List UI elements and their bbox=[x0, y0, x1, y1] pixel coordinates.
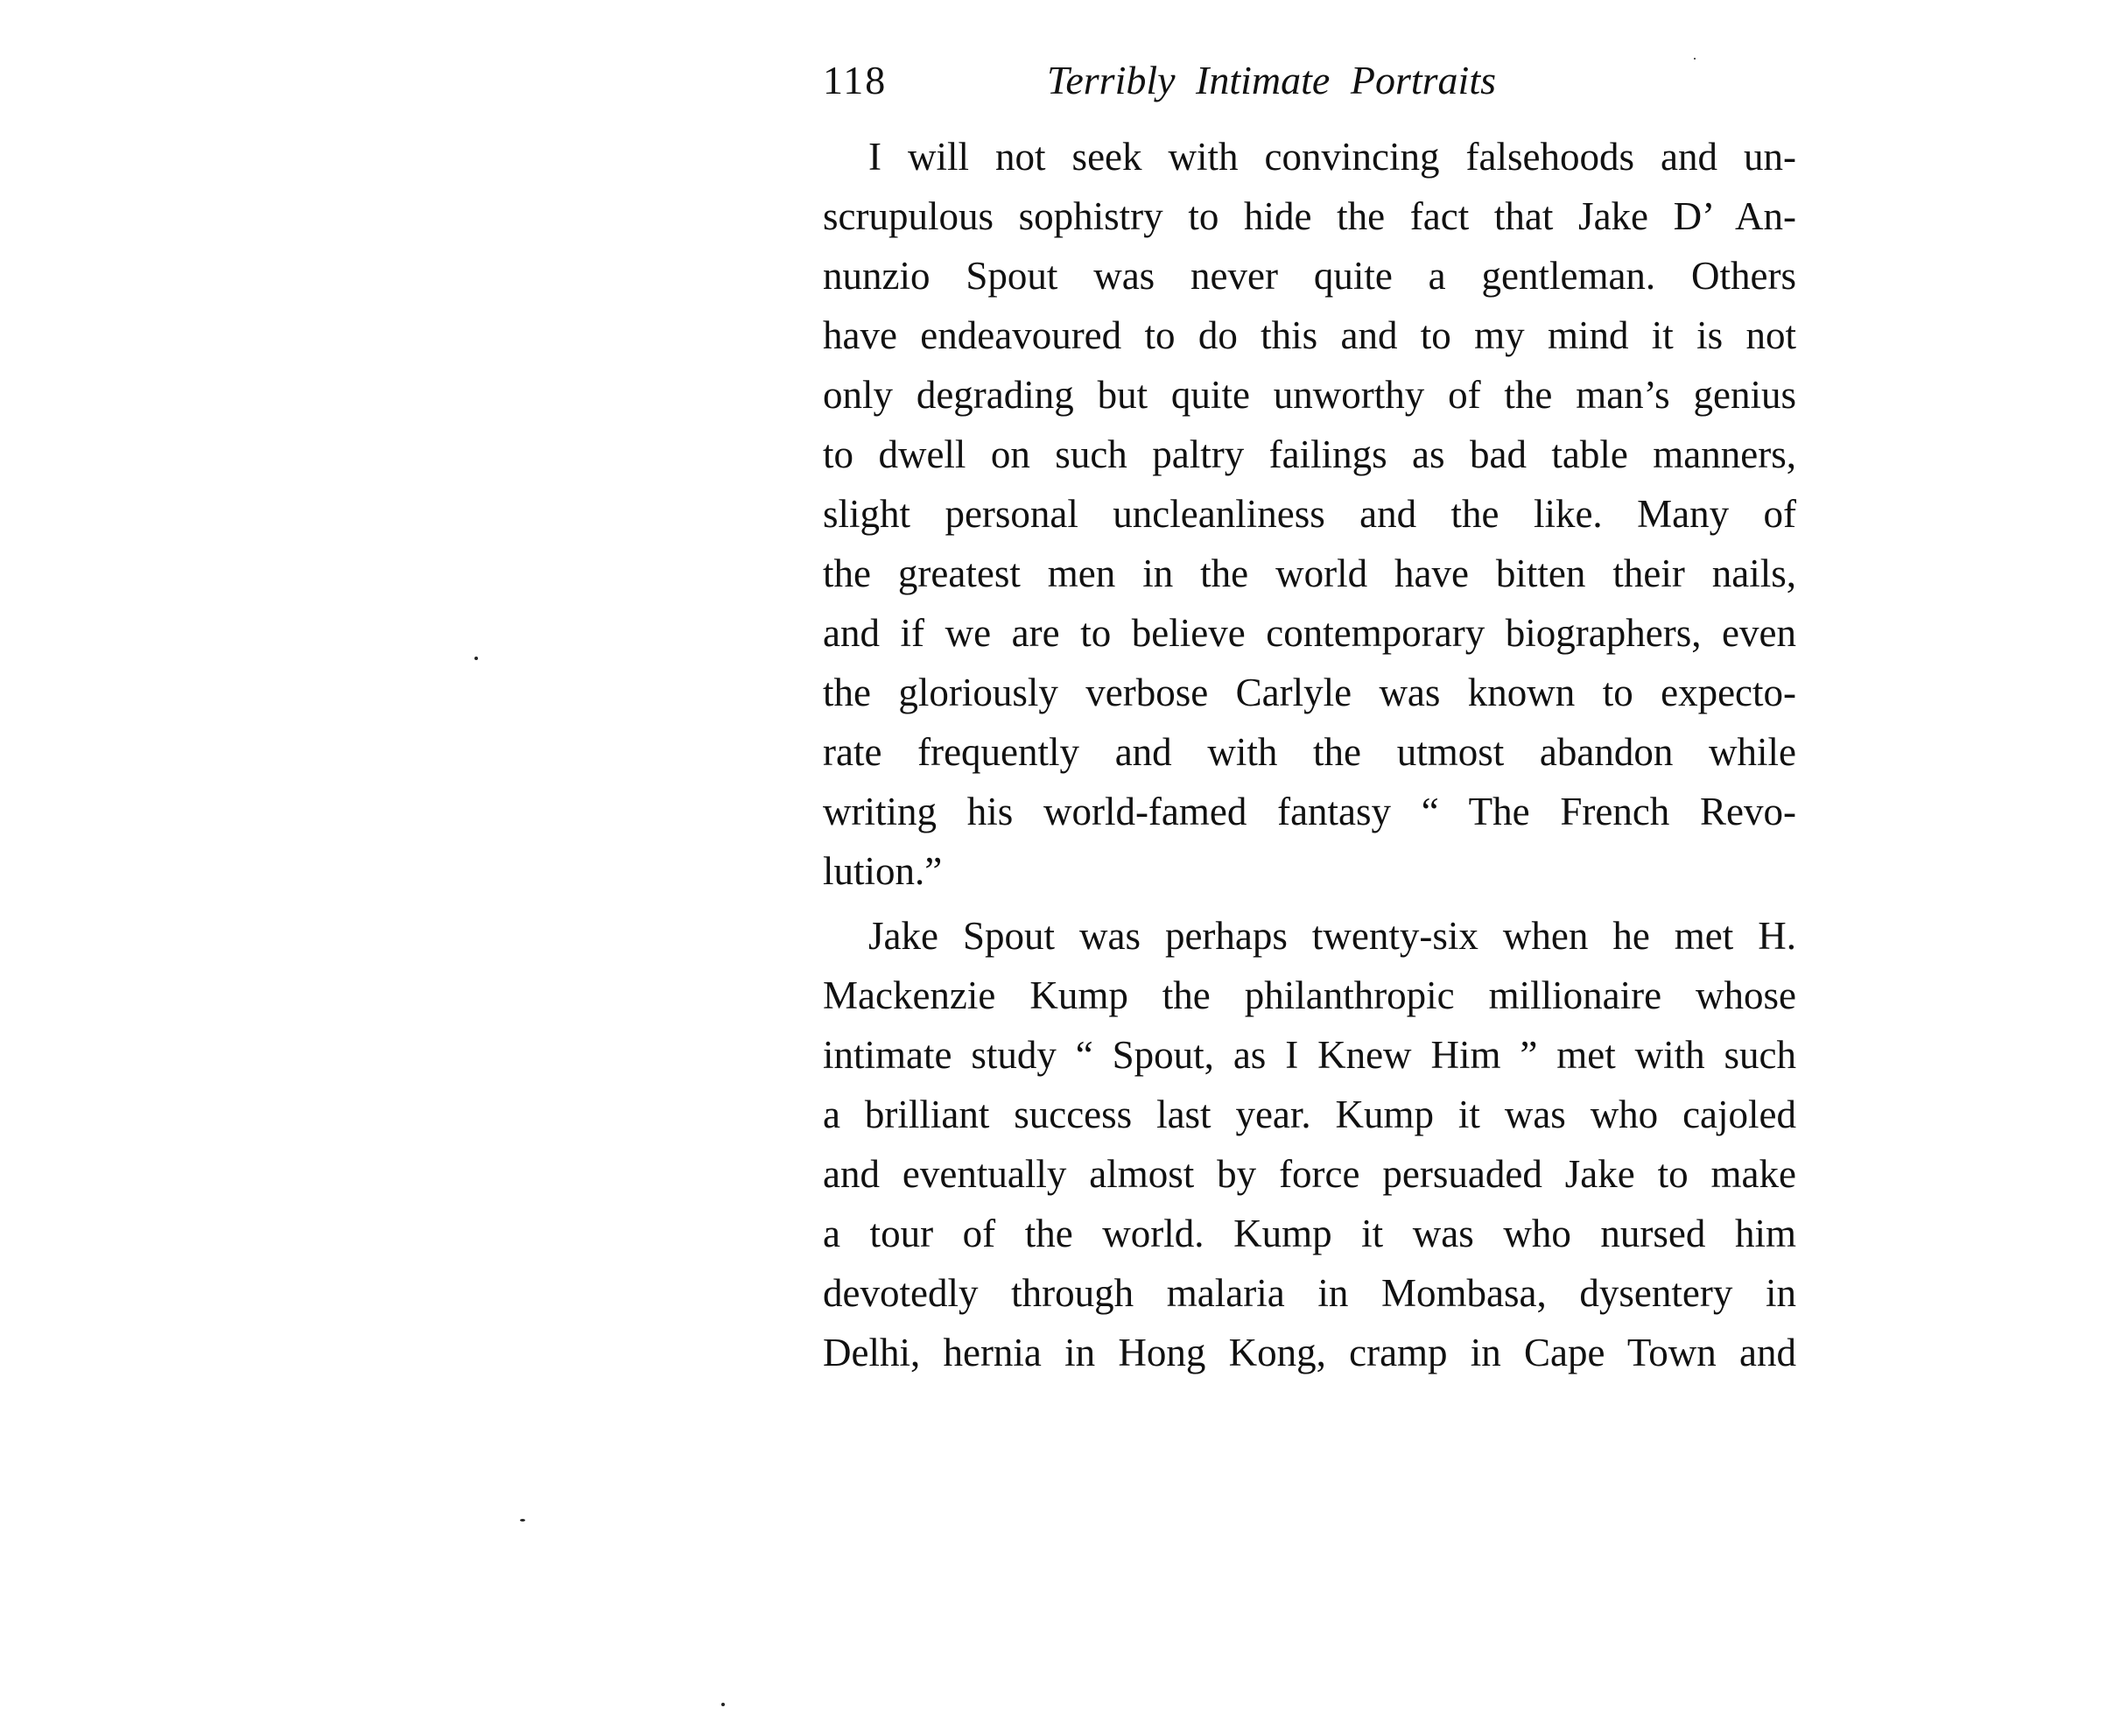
text-line: Delhi, hernia in Hong Kong, cramp in Cape Town and bbox=[823, 1331, 1796, 1374]
text-line: slight personal uncleanliness and the like. Many of bbox=[823, 492, 1796, 536]
text-line: and eventually almost by force persuaded Jake to make bbox=[823, 1152, 1796, 1196]
text-column bbox=[823, 127, 1796, 1382]
text-line: writing his world-famed fantasy “ The French Revo- bbox=[823, 790, 1796, 833]
paragraph-1 bbox=[823, 127, 1796, 901]
text-line: and if we are to believe contemporary biographers, even bbox=[823, 611, 1796, 655]
page-number: 118 bbox=[823, 58, 888, 102]
text-line: devotedly through malaria in Mombasa, dysentery in bbox=[823, 1271, 1796, 1315]
text-line: Mackenzie Kump the philanthropic millionaire whose bbox=[823, 973, 1796, 1017]
text-line: the greatest men in the world have bitten their nails, bbox=[823, 552, 1796, 595]
scan-speck bbox=[520, 1519, 525, 1522]
text-line: have endeavoured to do this and to my mind it is not bbox=[823, 313, 1796, 357]
text-line: to dwell on such paltry failings as bad table manners, bbox=[823, 432, 1796, 476]
scan-speck bbox=[1694, 58, 1696, 60]
text-line: I will not seek with convincing falsehoods and un- bbox=[868, 135, 1796, 179]
text-line: a tour of the world. Kump it was who nursed him bbox=[823, 1212, 1796, 1255]
text-line: rate frequently and with the utmost abandon while bbox=[823, 730, 1796, 774]
paragraph-2 bbox=[823, 906, 1796, 1382]
text-line: the gloriously verbose Carlyle was known to expecto- bbox=[823, 671, 1796, 714]
running-head bbox=[823, 54, 1803, 107]
text-line: a brilliant success last year. Kump it was who cajoled bbox=[823, 1093, 1796, 1136]
text-line: Jake Spout was perhaps twenty-six when he met H. bbox=[868, 914, 1796, 958]
text-line: scrupulous sophistry to hide the fact that Jake D’ An- bbox=[823, 194, 1796, 238]
text-line: intimate study “ Spout, as I Knew Him ” met with such bbox=[823, 1033, 1796, 1077]
scan-speck bbox=[474, 657, 478, 660]
text-line: lution.” bbox=[823, 849, 943, 893]
scan-speck bbox=[721, 1703, 725, 1706]
running-title: Terribly Intimate Portraits bbox=[1047, 58, 1496, 102]
text-line: only degrading but quite unworthy of the man’s genius bbox=[823, 373, 1796, 417]
text-line: nunzio Spout was never quite a gentleman. Others bbox=[823, 254, 1796, 298]
